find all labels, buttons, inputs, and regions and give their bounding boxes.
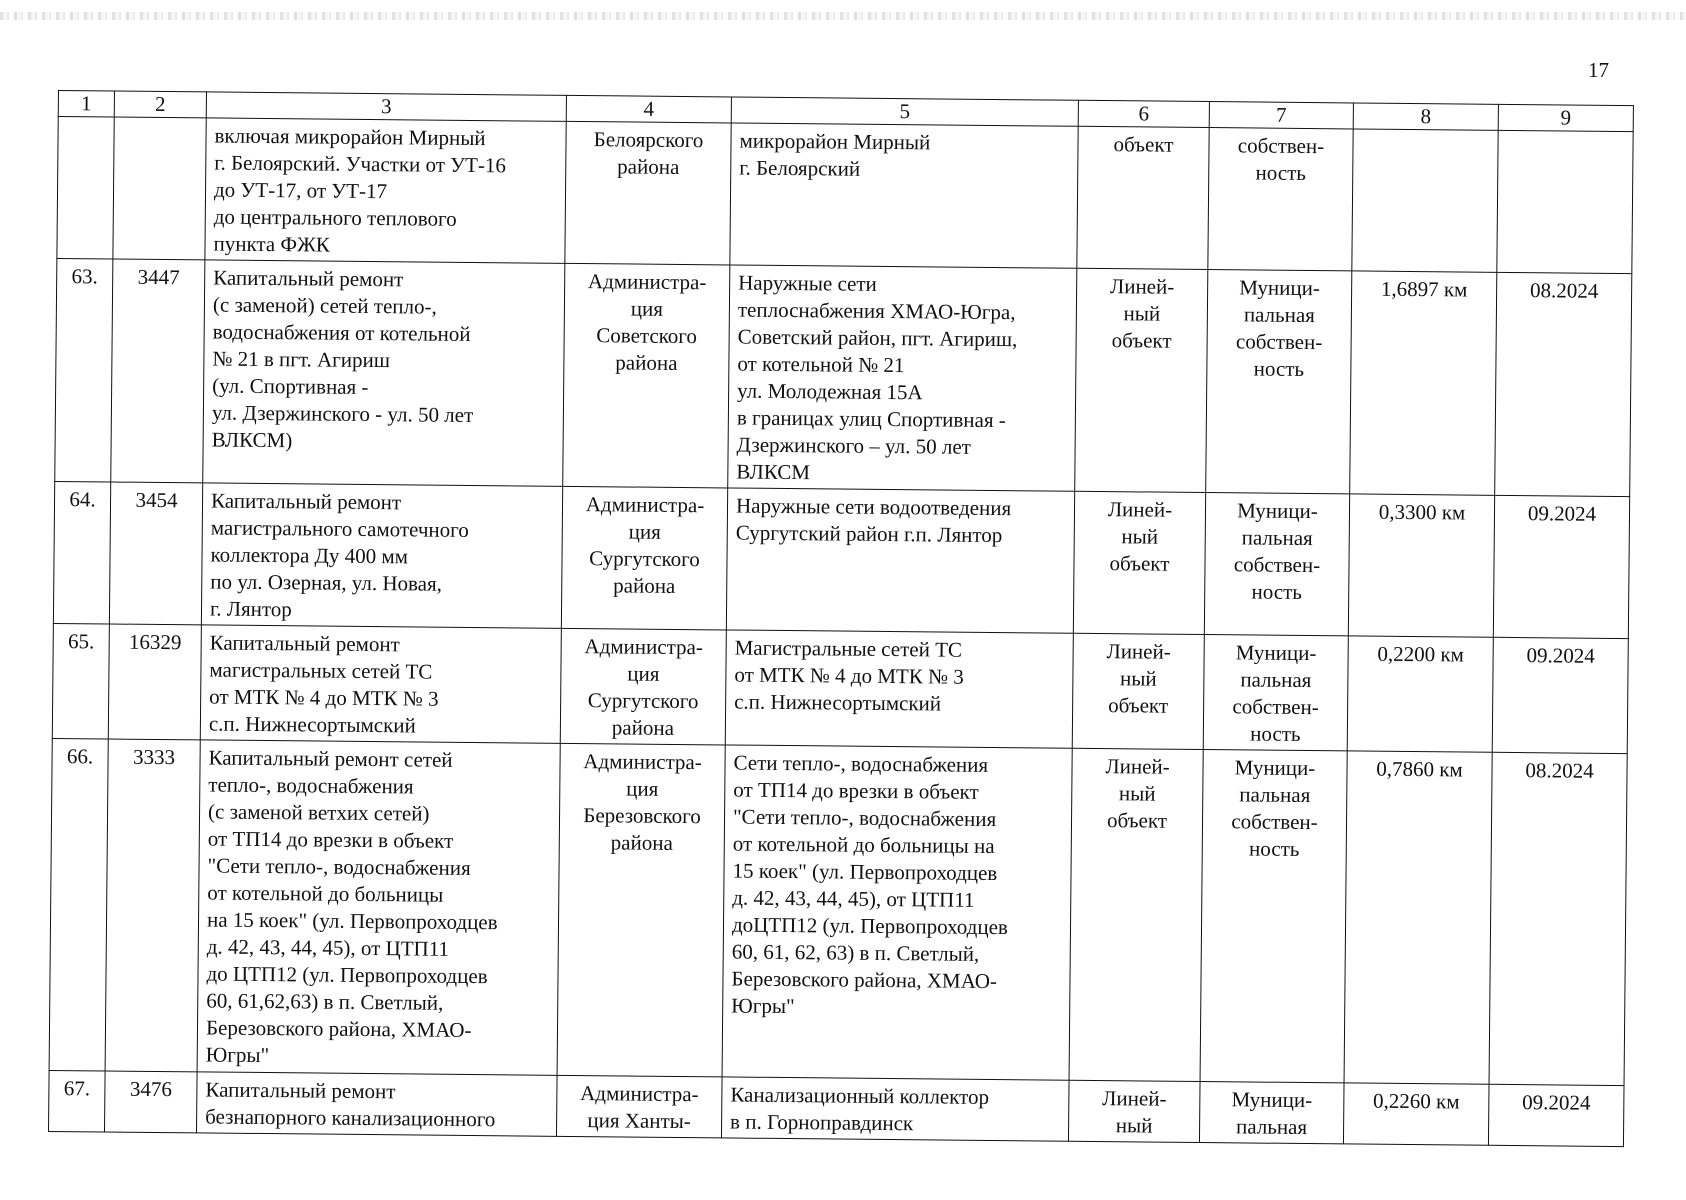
completion-date: 09.2024 <box>1493 495 1629 638</box>
table-row <box>53 481 1629 638</box>
object-type: Линей- ный <box>1068 1080 1200 1142</box>
table-row <box>55 258 1632 496</box>
project-title: Капитальный ремонт безнапорного канализационного <box>196 1072 557 1136</box>
row-code: 3333 <box>105 739 200 1072</box>
table-row <box>57 117 1633 274</box>
object-description: Наружные сети водоотведения Сургутский район г.п. Лянтор <box>726 488 1074 633</box>
completion-date: 09.2024 <box>1488 1084 1624 1146</box>
column-number: 9 <box>1498 104 1633 131</box>
row-number: 67. <box>49 1070 106 1132</box>
project-title: включая микрорайон Мирный г. Белоярский. Участки от УТ-16 до УТ-17, от УТ-17 до центрального теплового пункта ФЖК <box>205 118 566 263</box>
completion-date: 08.2024 <box>1495 272 1632 496</box>
responsible-organization: Администра- ция Березовского района <box>557 743 725 1077</box>
object-type: Линей- ный объект <box>1075 268 1208 492</box>
project-title: Капитальный ремонт сетей тепло-, водоснабжения (с заменой ветхих сетей) от ТП14 до врезки в объект "Сети тепло-, водоснабжения от котельной до больницы на 15 коек" (ул. Первопроходцев д. 42, 43, 44, 45), от ЦТП11 до ЦТП12 (ул. Первопроходцев 60, 61,62,63) в п. Светлый, Березовского района, ХМАО- Югры" <box>197 740 560 1075</box>
completion-date: 09.2024 <box>1492 637 1628 753</box>
column-number: 6 <box>1078 100 1209 127</box>
network-length: 0,2260 км <box>1343 1083 1489 1145</box>
row-number: 63. <box>55 258 113 482</box>
responsible-organization: Администра- ция Сургутского района <box>561 486 727 630</box>
responsible-organization: Администра- ция Сургутского района <box>560 628 726 745</box>
project-title: Капитальный ремонт магистрального самотечного коллектора Ду 400 мм по ул. Озерная, ул. Новая, г. Лянтор <box>201 483 562 628</box>
row-number: 65. <box>52 623 109 739</box>
responsible-organization: Администра- ция Советского района <box>563 263 730 488</box>
row-number: 66. <box>49 738 108 1071</box>
network-length: 0,2200 км <box>1347 636 1493 752</box>
ownership-type: собствен- ность <box>1208 128 1353 271</box>
object-description: Канализационный коллектор в п. Горноправдинск <box>721 1077 1069 1141</box>
row-code: 3454 <box>109 482 202 625</box>
column-number: 7 <box>1209 102 1353 129</box>
object-description: Сети тепло-, водоснабжения от ТП14 до врезки в объект "Сети тепло-, водоснабжения от котельной до больницы на 15 коек" (ул. Первопроходцев д. 42, 43, 44, 45), от ЦТП11 доЦТП12 (ул. Первопроходцев 60, 61, 62, 63) в п. Светлый, Березовского района, ХМАО- Югры" <box>722 745 1072 1080</box>
ownership-type: Муници- пальная собствен- ность <box>1206 270 1352 494</box>
column-number: 5 <box>731 97 1078 126</box>
table-row <box>52 623 1628 753</box>
ownership-type: Муници- пальная собствен- ность <box>1204 493 1349 636</box>
column-number: 8 <box>1353 103 1498 130</box>
object-description: микрорайон Мирный г. Белоярский <box>730 123 1078 268</box>
row-number: 64. <box>53 481 110 624</box>
project-title: Капитальный ремонт (с заменой) сетей тепло-, водоснабжения от котельной № 21 в пгт. Агириш (ул. Спортивная - ул. Дзержинского - ул. 50 лет ВЛКСМ) <box>203 260 565 486</box>
register-table <box>48 90 1634 1147</box>
object-type: Линей- ный объект <box>1069 748 1203 1081</box>
completion-date: 08.2024 <box>1489 752 1627 1085</box>
table-row <box>49 738 1627 1085</box>
network-length <box>1352 129 1498 272</box>
column-number: 4 <box>566 95 731 123</box>
row-code <box>113 117 206 260</box>
row-number <box>57 117 114 260</box>
page-number: 17 <box>1588 58 1609 82</box>
responsible-organization: Администра- ция Ханты- <box>556 1075 722 1138</box>
object-description: Магистральные сетей ТС от МТК № 4 до МТК № 3 с.п. Нижнесортымский <box>725 630 1073 748</box>
column-number: 3 <box>206 92 566 121</box>
row-code: 3476 <box>104 1071 197 1133</box>
object-type: Линей- ный объект <box>1073 491 1205 634</box>
ownership-type: Муници- пальная <box>1199 1082 1344 1144</box>
object-type: Линей- ный объект <box>1072 633 1204 749</box>
completion-date <box>1497 130 1633 273</box>
row-code: 3447 <box>111 259 205 483</box>
network-length: 0,3300 км <box>1348 494 1494 637</box>
row-code: 16329 <box>108 624 201 740</box>
scan-edge-artifact <box>0 12 1686 20</box>
object-type: объект <box>1077 126 1209 269</box>
column-number: 1 <box>58 91 114 118</box>
object-description: Наружные сети теплоснабжения ХМАО-Югра, Советский район, пгт. Агириш, от котельной № 21 ул. Молодежная 15А в границах улиц Спортивная - Дзержинского – ул. 50 лет ВЛКСМ <box>728 265 1077 491</box>
network-length: 0,7860 км <box>1344 751 1492 1084</box>
ownership-type: Муници- пальная собствен- ность <box>1203 635 1348 751</box>
network-length: 1,6897 км <box>1350 271 1497 495</box>
column-number: 2 <box>114 91 206 118</box>
project-title: Капитальный ремонт магистральных сетей ТС от МТК № 4 до МТК № 3 с.п. Нижнесортымский <box>200 625 561 743</box>
responsible-organization: Белоярского района <box>565 121 731 265</box>
ownership-type: Муници- пальная собствен- ность <box>1200 750 1347 1083</box>
